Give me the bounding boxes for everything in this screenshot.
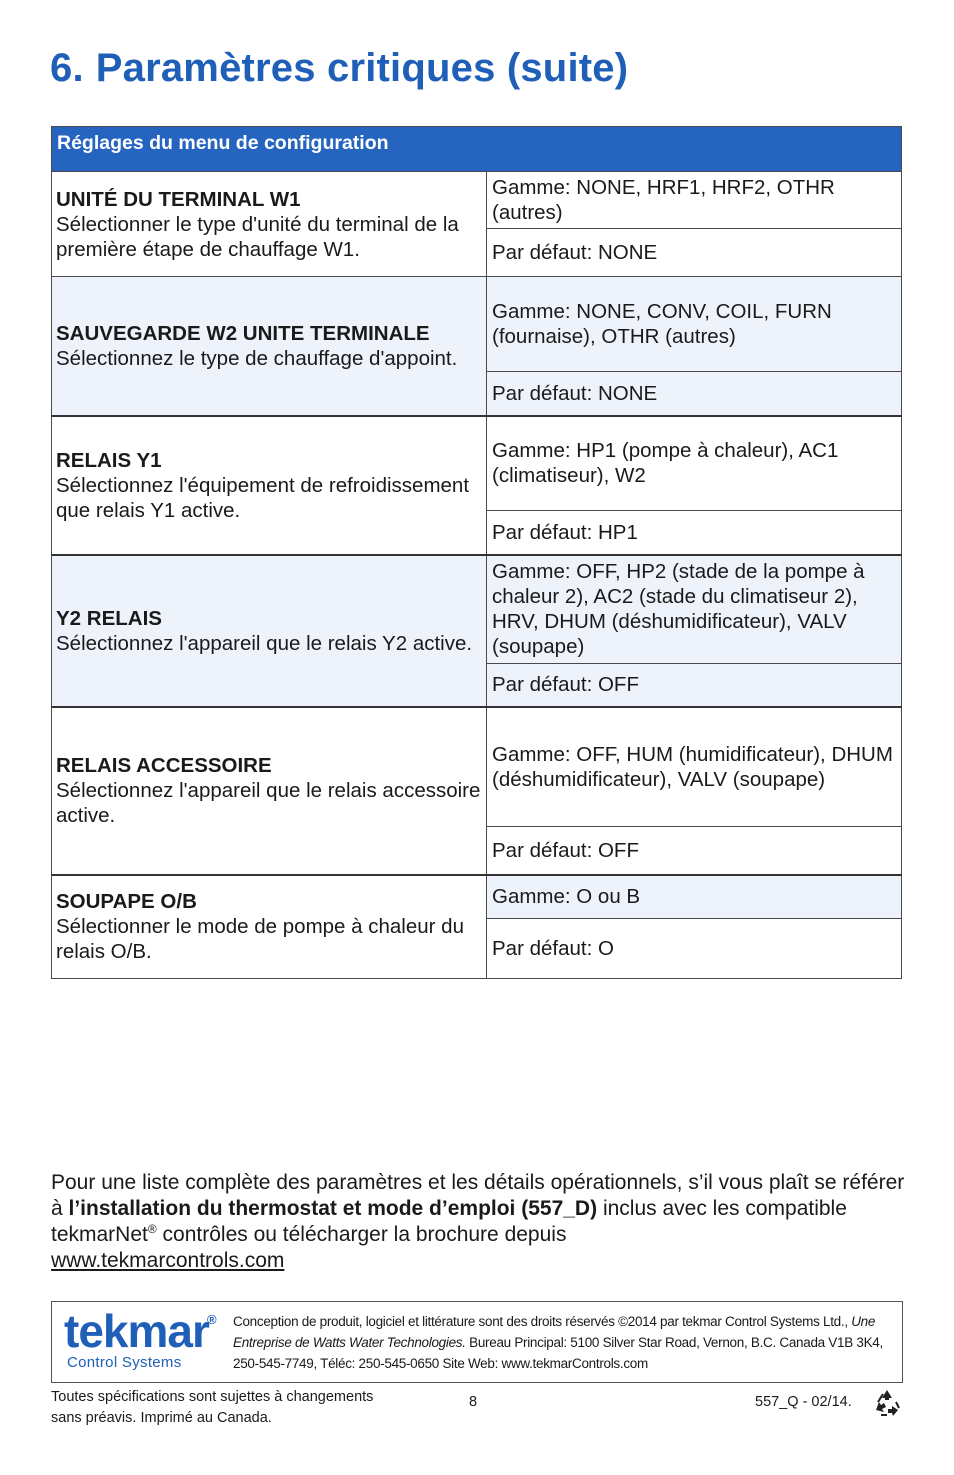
parameter-description	[52, 875, 487, 979]
parameter-default: Par défaut: HP1	[487, 511, 902, 555]
parameter-name: Y2 RELAIS	[56, 606, 162, 630]
page-number: 8	[469, 1394, 478, 1410]
document-code: 557_Q - 02/14.	[755, 1394, 852, 1410]
tekmar-logo	[64, 1305, 229, 1372]
config-menu-table	[51, 126, 902, 979]
copyright-line: Conception de produit, logiciel et littérature sont des droits réservés ©2014 par tekmar Control Systems Ltd.,	[233, 1314, 852, 1329]
parameter-range: Gamme: NONE, CONV, COIL, FURN (fournaise), OTHR (autres)	[487, 277, 902, 372]
parameter-name: SOUPAPE O/B	[56, 890, 197, 914]
table-row	[52, 416, 902, 511]
note-text: Pour une liste complète des paramètres et les détails opérationnels, s’il vous plaît se référer à	[51, 1171, 905, 1220]
note-text: contrôles ou télécharger la brochure depuis	[156, 1223, 567, 1246]
parameter-name: SAUVEGARDE W2 UNITE TERMINALE	[56, 321, 430, 345]
parameter-range: Gamme: HP1 (pompe à chaleur), AC1 (climatiseur), W2	[487, 416, 902, 511]
parameter-default: Par défaut: O	[487, 919, 902, 979]
registered-mark: ®	[147, 1222, 157, 1236]
disclaimer	[51, 1387, 373, 1429]
disclaimer-line: sans préavis. Imprimé au Canada.	[51, 1410, 272, 1426]
copyright-text	[233, 1311, 893, 1374]
logo-wordmark: tekmar	[64, 1305, 209, 1357]
parameter-default: Par défaut: NONE	[487, 372, 902, 416]
parameter-description	[52, 416, 487, 555]
parameter-description	[52, 172, 487, 277]
title-number: 6.	[50, 46, 84, 90]
page-title	[50, 46, 628, 91]
parameter-name: UNITÉ DU TERMINAL W1	[56, 187, 301, 211]
parameter-description	[52, 555, 487, 707]
table-row	[52, 172, 902, 229]
title-text: Paramètres critiques (suite)	[95, 46, 629, 90]
table-row	[52, 277, 902, 372]
parameter-description	[52, 277, 487, 416]
reference-note	[51, 1170, 911, 1274]
table-row	[52, 707, 902, 827]
parameter-text: Sélectionner le type d'unité du terminal de la première étape de chauffage W1.	[56, 212, 459, 261]
parameter-text: Sélectionner le mode de pompe à chaleur du relais O/B.	[56, 915, 464, 964]
parameter-default: Par défaut: NONE	[487, 229, 902, 277]
table-header: Réglages du menu de configuration	[52, 127, 902, 172]
parameter-default: Par défaut: OFF	[487, 827, 902, 875]
parameter-text: Sélectionnez l'appareil que le relais Y2 active.	[56, 631, 473, 655]
parameter-name: RELAIS ACCESSOIRE	[56, 754, 272, 777]
table-row	[52, 555, 902, 664]
note-text: inclus avec les compatible tekmarNet	[51, 1197, 847, 1246]
logo-registered-mark: ®	[207, 1312, 217, 1327]
parameter-name: RELAIS Y1	[56, 448, 162, 472]
company-italic: Une Entreprise de Watts Water Technologies.	[233, 1314, 876, 1350]
website-link[interactable]: www.tekmarcontrols.com	[51, 1249, 285, 1272]
manual-title: l’installation du thermostat et mode d’emploi (557_D)	[68, 1197, 598, 1220]
parameter-range: Gamme: NONE, HRF1, HRF2, OTHR (autres)	[487, 172, 902, 229]
logo-subtitle: Control Systems	[67, 1354, 182, 1371]
recycle-icon	[872, 1388, 902, 1418]
parameter-text: Sélectionnez le type de chauffage d'appoint.	[56, 346, 458, 370]
parameter-description	[52, 707, 487, 875]
parameter-text: Sélectionnez l'appareil que le relais accessoire active.	[56, 779, 481, 827]
parameter-default: Par défaut: OFF	[487, 664, 902, 707]
parameter-range: Gamme: O ou B	[487, 875, 902, 919]
disclaimer-line: Toutes spécifications sont sujettes à changements	[51, 1389, 374, 1405]
parameter-text: Sélectionnez l'équipement de refroidissement que relais Y1 active.	[56, 473, 470, 522]
table-row	[52, 875, 902, 919]
parameter-range: Gamme: OFF, HUM (humidificateur), DHUM (déshumidificateur), VALV (soupape)	[487, 707, 902, 827]
copyright-line: Bureau Principal: 5100 Silver Star Road, Vernon, B.C. Canada V1B 3K4, 250-545-7749, Téléc: 250-545-0650 Site Web: www.tekmarControls.com	[233, 1335, 883, 1371]
copyright-box	[51, 1301, 903, 1383]
parameter-range: Gamme: OFF, HP2 (stade de la pompe à chaleur 2), AC2 (stade du climatiseur 2), HRV, DHUM (déshumidificateur), VALV (soupape)	[487, 555, 902, 664]
